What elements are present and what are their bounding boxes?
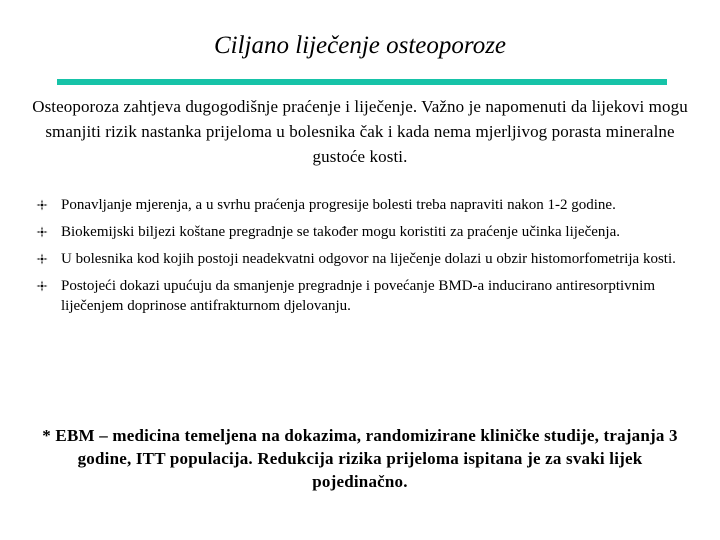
title-divider: [57, 79, 667, 85]
diamond-bullet-icon: [36, 199, 48, 211]
bullet-text: Ponavljanje mjerenja, a u svrhu praćenja progresije bolesti treba napraviti nakon 1-2 godine.: [61, 197, 616, 213]
diamond-bullet-icon: [36, 253, 48, 265]
bullet-item: [36, 195, 676, 215]
diamond-bullet-icon: [36, 226, 48, 238]
bullet-item: [36, 222, 676, 242]
bullet-list: [36, 195, 676, 323]
diamond-bullet-icon: [36, 280, 48, 292]
intro-paragraph: Osteoporoza zahtjeva dugogodišnje praćenje i liječenje. Važno je napomenuti da lijekovi mogu smanjiti rizik nastanka prijeloma u bolesnika čak i kada nema mjerljivog porasta mineralne gustoće kosti.: [32, 97, 688, 166]
bullet-text: U bolesnika kod kojih postoji neadekvatni odgovor na liječenje dolazi u obzir histomorfometrija kosti.: [61, 251, 676, 267]
slide-title: Ciljano liječenje osteoporoze: [213, 32, 507, 59]
footnote: * EBM – medicina temeljena na dokazima, randomizirane kliničke studije, trajanja 3 godine, ITT populacija. Redukcija rizika prijeloma ispitana je za svaki lijek pojedinačno.: [42, 426, 678, 491]
bullet-item: [36, 249, 676, 269]
bullet-item: [36, 276, 676, 316]
bullet-text: Biokemijski biljezi koštane pregradnje se također mogu koristiti za praćenje učinka liječenja.: [61, 224, 620, 240]
bullet-text: Postojeći dokazi upućuju da smanjenje pregradnje i povećanje BMD-a inducirano antiresorptivnim liječenjem doprinose antifrakturnom djelovanju.: [61, 278, 655, 314]
